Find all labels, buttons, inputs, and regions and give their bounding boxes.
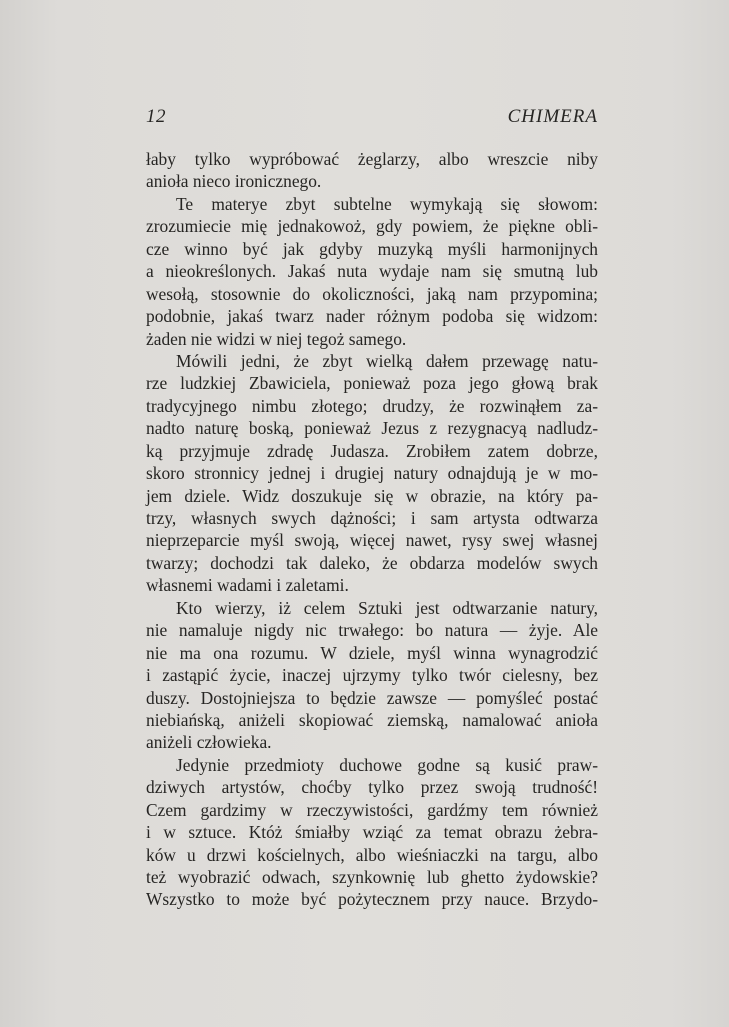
text-line: ką przyjmuje zdradę Judasza. Zrobiłem zatem dobrze, (146, 440, 598, 461)
text-line: Wszystko to może być pożytecznem przy nauce. Brzydo- (146, 889, 598, 910)
text-line: Jedynie przedmioty duchowe godne są kusić praw- (176, 754, 598, 775)
text-line: wesołą, stosownie do okoliczności, jaką nam przypomina; (146, 283, 598, 304)
text-line: Mówili jedni, że zbyt wielką dałem przewagę natu- (176, 350, 598, 371)
text-line: zrozumiecie mię jednakowoż, gdy powiem, że piękne obli- (146, 216, 598, 237)
text-line: własnemi wadami i zaletami. (146, 575, 349, 596)
text-line: Czem gardzimy w rzeczywistości, gardźmy tem również (146, 799, 598, 820)
text-line: dziwych artystów, choćby tylko przez swoją trudność! (146, 777, 598, 798)
text-line: a nieokreślonych. Jakaś nuta wydaje nam się smutną lub (146, 261, 598, 282)
text-line: nieprzeparcie myśl swoją, więcej nawet, rysy swej własnej (146, 530, 598, 551)
text-line: niebiańską, aniżeli skopiować ziemską, namalować anioła (146, 709, 598, 730)
text-line: twarzy; dochodzi tak daleko, że obdarza modelów swych (146, 552, 598, 573)
text-line: Te materye zbyt subtelne wymykają się słowom: (176, 193, 598, 214)
text-line: i zastąpić życie, inaczej ujrzymy tylko twór cielesny, bez (146, 665, 598, 686)
text-line: nie ma ona rozumu. W dziele, myśl winna wynagrodzić (146, 642, 598, 663)
text-line: nadto naturę boską, ponieważ Jezus z rezygnacyą nadludz- (146, 418, 598, 439)
text-line: aniżeli człowieka. (146, 732, 272, 753)
text-line: trzy, własnych swych dążności; i sam artysta odtwarza (146, 508, 598, 528)
text-line: cze winno być jak gdyby muzyką myśli harmonijnych (146, 238, 598, 259)
body-text (146, 148, 598, 911)
text-line: jem dziele. Widz doszukuje się w obrazie, na który pa- (146, 485, 598, 506)
text-line: anioła nieco ironicznego. (146, 171, 322, 192)
text-line: duszy. Dostojniejsza to będzie zawsze — pomyśleć postać (146, 687, 598, 708)
text-line: podobnie, jakaś twarz nader różnym podoba się widzom: (146, 306, 598, 327)
text-line: ków u drzwi kościelnych, albo wieśniaczki na targu, albo (146, 844, 598, 865)
page-number: 12 (146, 106, 166, 127)
text-line: skoro stronnicy jednej i drugiej natury odnajdują je w mo- (146, 463, 598, 484)
running-title: CHIMERA (507, 106, 598, 127)
text-line: nie namaluje nigdy nic trwałego: bo natura — żyje. Ale (146, 620, 598, 641)
text-line: łaby tylko wypróbować żeglarzy, albo wreszcie niby (146, 149, 598, 169)
text-line: tradycyjnego nimbu złotego; drudzy, że rozwinąłem za- (146, 395, 598, 416)
text-line: żaden nie widzi w niej tegoż samego. (146, 328, 407, 349)
text-line: i w sztuce. Któż śmiałby wziąć za temat obrazu żebra- (146, 822, 598, 843)
text-line: Kto wierzy, iż celem Sztuki jest odtwarzanie natury, (176, 597, 598, 618)
text-line: rze ludzkiej Zbawiciela, ponieważ poza jego głową brak (146, 373, 598, 394)
text-line: też wyobrazić odwach, szynkownię lub ghetto żydowskie? (146, 867, 598, 887)
page-header (146, 106, 598, 132)
